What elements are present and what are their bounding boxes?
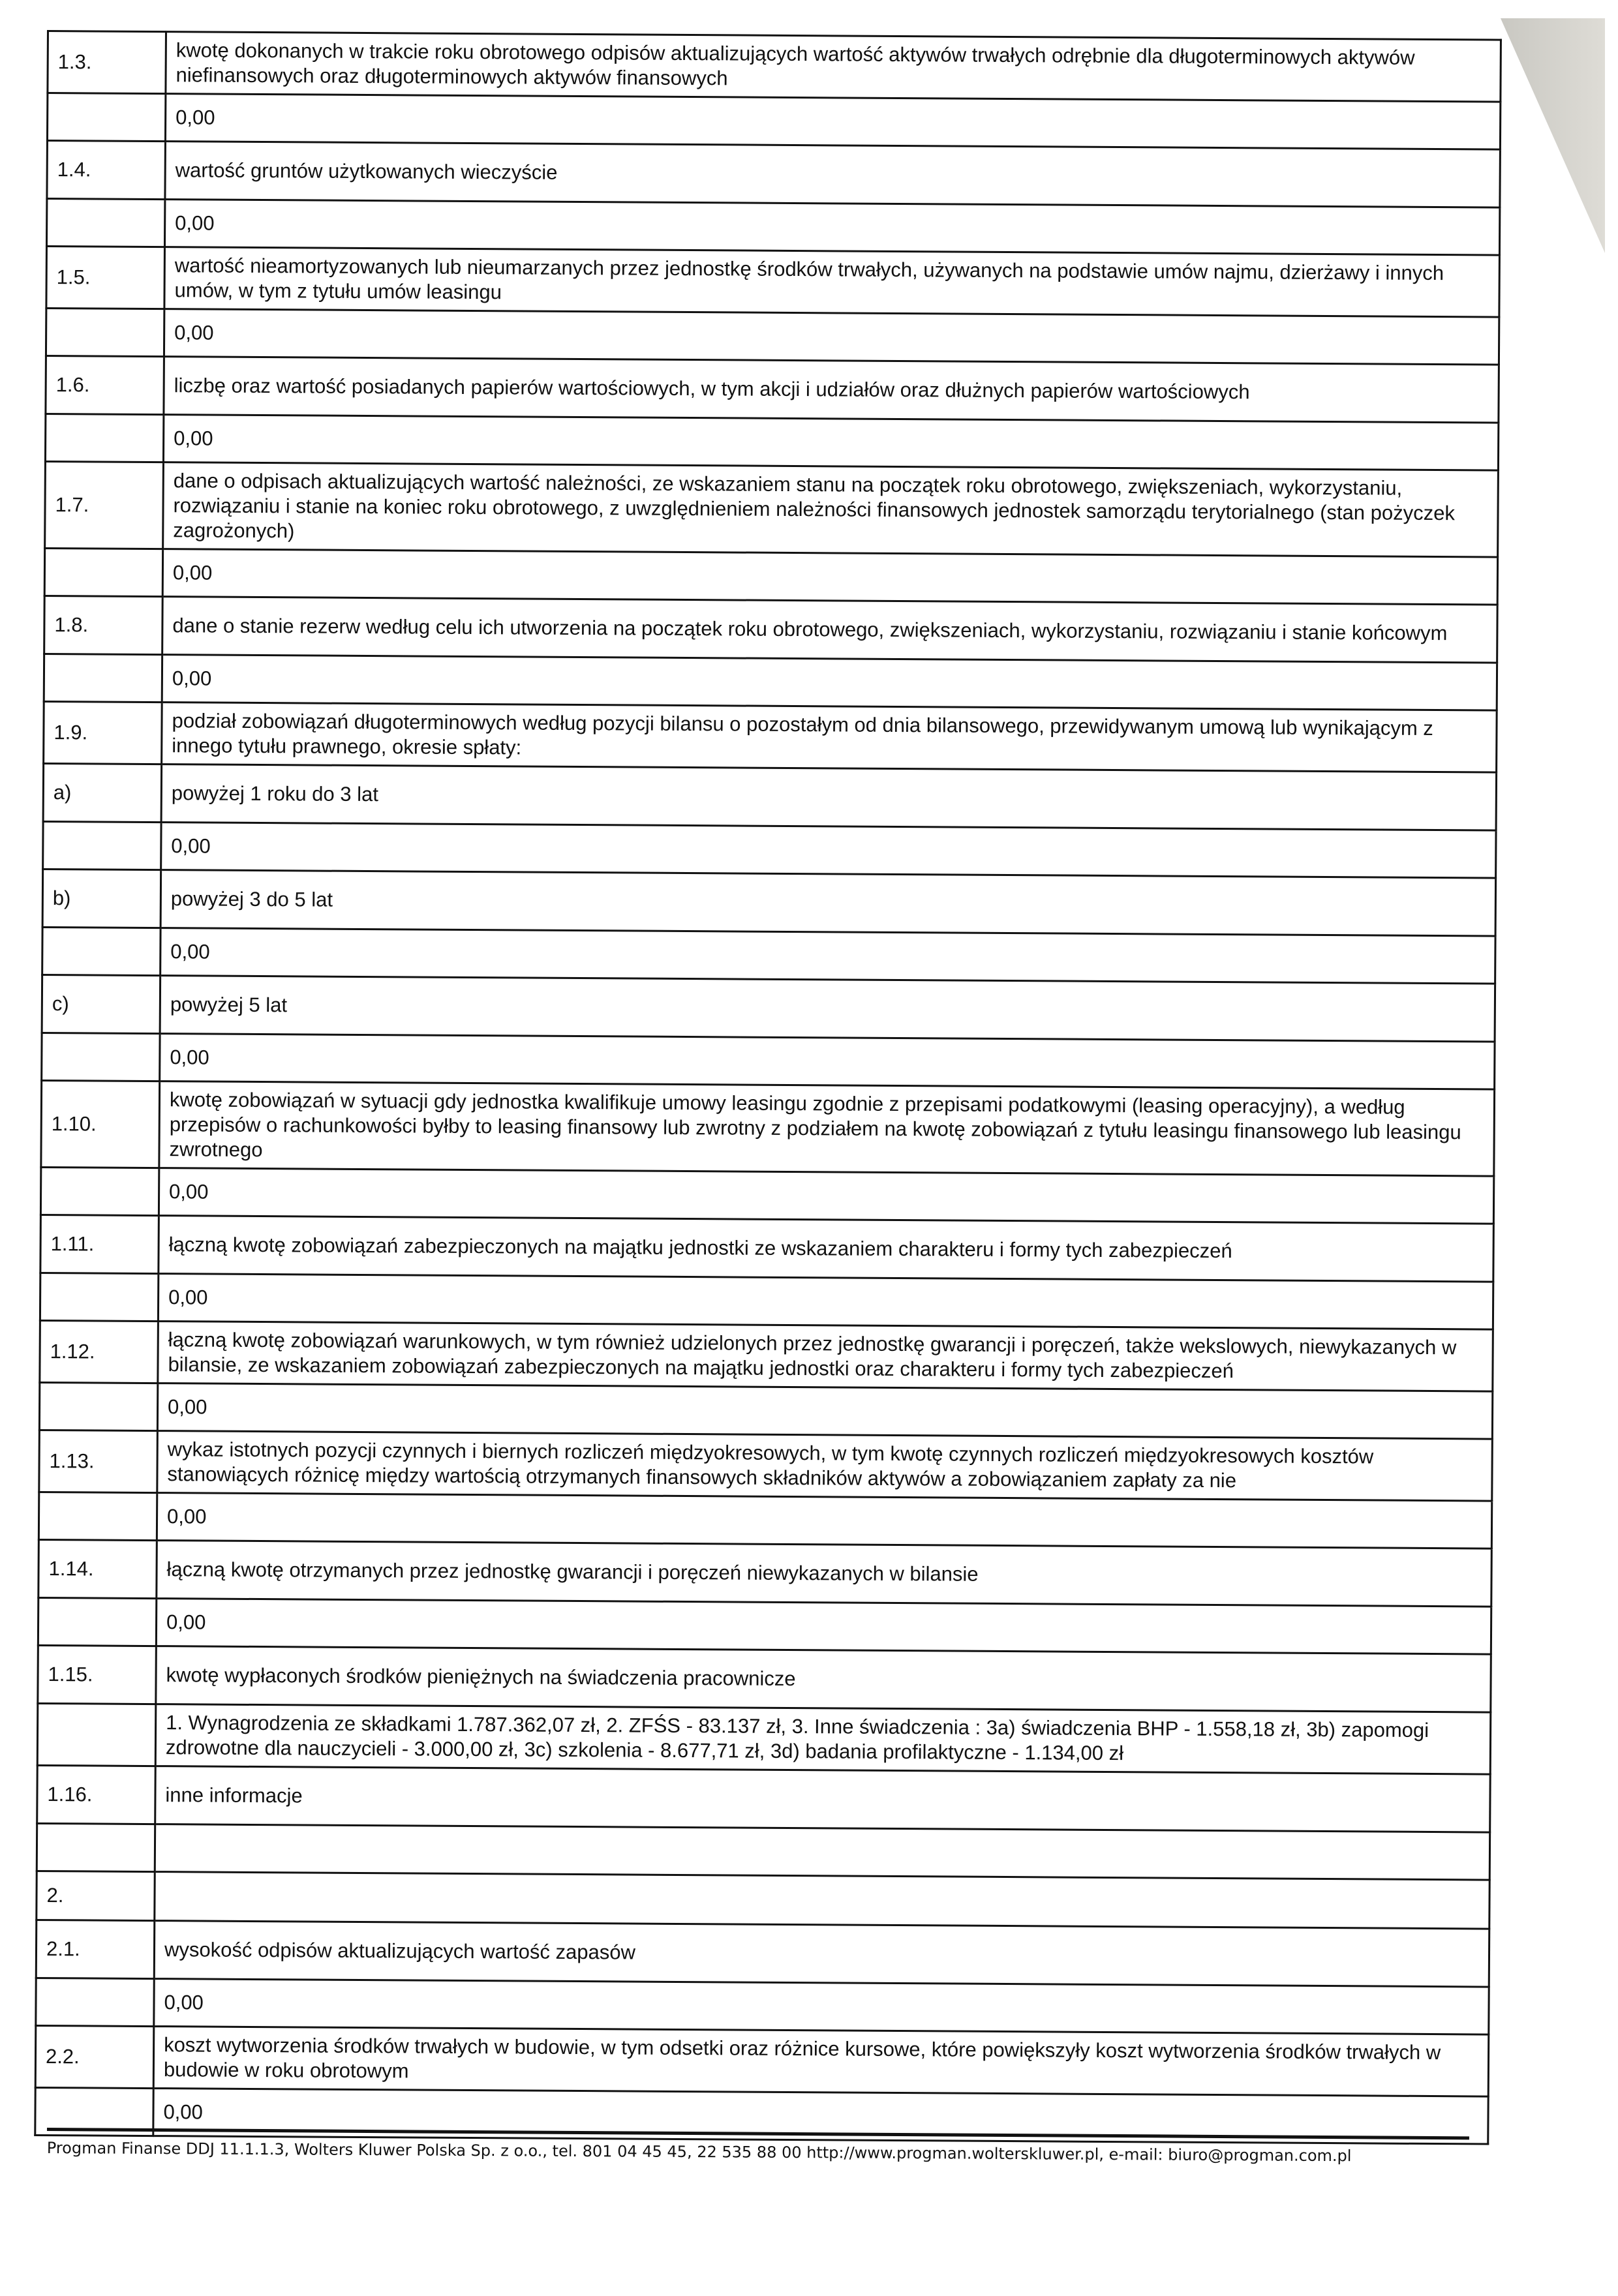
- value-row: [46, 309, 1499, 365]
- empty-cell: [45, 414, 163, 462]
- table-row: [38, 1645, 1491, 1712]
- report-sheet: [34, 30, 1502, 2145]
- item-value: 0,00: [158, 1274, 1493, 1329]
- item-number: 1.15.: [38, 1645, 157, 1704]
- item-value: 1. Wynagrodzenia ze składkami 1.787.362,07 zł, 2. ZFŚS - 83.137 zł, 3. Inne świadczenia : 3a) świadczenia BHP - 1.558,18 zł, 3b) zapomogi zdrowotne dla nauczycieli - 3.000,00 zł, 3c) szkolenia - 8.677,71 zł, 3d) badania profilaktyczne - 1.134,00 zł: [155, 1704, 1491, 1774]
- empty-cell: [42, 1033, 160, 1081]
- item-label: powyżej 5 lat: [160, 976, 1495, 1042]
- table-row: [46, 355, 1499, 423]
- item-value: 0,00: [156, 1599, 1491, 1654]
- value-row: [40, 1273, 1493, 1329]
- empty-cell: [40, 1167, 159, 1215]
- item-label: łączną kwotę zobowiązań zabezpieczonych na majątku jednostki ze wskazaniem charakteru i formy tych zabezpieczeń: [159, 1216, 1494, 1282]
- item-value: 0,00: [161, 823, 1496, 878]
- table-row: [38, 1539, 1492, 1607]
- item-label: podział zobowiązań długoterminowych według pozycji bilansu o pozostałym od dnia bilansowego, przewidywanym umową lub wynikającym z innego tytułu prawnego, okresie spłaty:: [162, 702, 1497, 772]
- item-label: wartość gruntów użytkowanych wieczyście: [165, 142, 1501, 207]
- item-label: [155, 1872, 1489, 1929]
- table-row: [47, 141, 1501, 208]
- item-value: 0,00: [164, 309, 1499, 365]
- value-row: [36, 1978, 1489, 2034]
- value-row: [45, 414, 1498, 470]
- item-number: 1.7.: [45, 461, 164, 549]
- table-row: [42, 974, 1495, 1042]
- item-number: 1.8.: [44, 596, 163, 654]
- item-value: 0,00: [164, 200, 1499, 255]
- table-row: [39, 1430, 1493, 1501]
- item-number: 2.1.: [36, 1920, 155, 1978]
- value-row: [43, 821, 1496, 878]
- item-value: 0,00: [162, 655, 1497, 710]
- item-value: 0,00: [154, 1979, 1489, 2034]
- table-row: [42, 869, 1496, 936]
- empty-cell: [44, 654, 162, 702]
- empty-cell: [36, 1978, 154, 2026]
- empty-cell: [46, 309, 164, 357]
- value-row: [40, 1167, 1493, 1224]
- table-row: [41, 1080, 1495, 1176]
- notes-table: [34, 30, 1502, 2145]
- value-row: [44, 654, 1497, 710]
- item-number: 1.12.: [40, 1320, 159, 1383]
- item-number: 1.6.: [46, 355, 164, 414]
- item-number: 1.11.: [40, 1215, 159, 1273]
- item-label: wykaz istotnych pozycji czynnych i biernych rozliczeń międzyokresowych, w tym kwotę czynnych rozliczeń międzyokresowych kosztów stanowiących różnicę między wartością otrzymanych finansowych składników aktywów a zobowiązaniem zapłaty za nie: [157, 1431, 1493, 1501]
- value-row: [42, 927, 1495, 984]
- table-row: [40, 1215, 1494, 1282]
- item-label: łączną kwotę otrzymanych przez jednostkę gwarancji i poręczeń niewykazanych w bilansie: [157, 1541, 1492, 1607]
- item-label: kwotę wypłaconych środków pieniężnych na świadczenia pracownicze: [156, 1646, 1491, 1712]
- item-number: 1.16.: [37, 1765, 156, 1824]
- table-row: [37, 1765, 1491, 1832]
- table-row: [44, 596, 1498, 663]
- item-number: 2.: [37, 1871, 155, 1920]
- item-number: 2.2.: [35, 2025, 154, 2088]
- table-row: [40, 1320, 1493, 1391]
- value-row: [37, 1703, 1491, 1774]
- item-value: 0,00: [162, 549, 1497, 605]
- item-value: 0,00: [159, 1168, 1493, 1224]
- table-row: [43, 763, 1497, 830]
- value-row: [47, 93, 1500, 150]
- item-value: [155, 1824, 1489, 1880]
- item-number: 1.10.: [41, 1080, 160, 1168]
- item-label: dane o odpisach aktualizujących wartość należności, ze wskazaniem stanu na początek roku obrotowego, zwiększeniach, wykorzystaniu, rozwiązaniu i stanie na koniec roku obrotowego, z uwzględnieniem należności finansowych jednostek samorządu terytorialnego (stan pożyczek zagrożonych): [163, 462, 1499, 557]
- item-value: 0,00: [160, 1034, 1495, 1089]
- item-label: łączną kwotę zobowiązań warunkowych, w tym również udzielonych przez jednostkę gwarancji i poręczeń, także wekslowych, niewykazanych w bilansie, ze wskazaniem zobowiązań zabezpieczonych na majątku jednostki oraz charakteru i formy tych zabezpieczeń: [158, 1322, 1493, 1391]
- item-label: koszt wytworzenia środków trwałych w budowie, w tym odsetki oraz różnice kursowe, które powiększyły koszt wytworzenia środków trwałych w budowie w roku obrotowym: [153, 2027, 1489, 2096]
- scanned-page-fold: [1501, 18, 1605, 253]
- item-number: 1.5.: [46, 247, 165, 309]
- value-row: [38, 1492, 1491, 1548]
- empty-cell: [39, 1382, 157, 1430]
- empty-cell: [38, 1492, 157, 1540]
- empty-cell: [42, 927, 160, 975]
- value-row: [38, 1597, 1491, 1654]
- empty-cell: [47, 93, 165, 142]
- item-label: inne informacje: [155, 1766, 1491, 1832]
- item-number: 1.13.: [39, 1430, 158, 1492]
- table-row: [37, 1871, 1489, 1929]
- table-row: [48, 31, 1501, 102]
- empty-cell: [37, 1703, 156, 1766]
- item-number: 1.3.: [48, 31, 166, 94]
- empty-cell: [38, 1597, 156, 1646]
- table-row: [36, 1920, 1489, 1987]
- table-row: [46, 247, 1500, 318]
- item-value: 0,00: [157, 1383, 1492, 1439]
- empty-cell: [37, 1823, 155, 1871]
- table-row: [35, 2025, 1489, 2096]
- empty-cell: [43, 821, 161, 869]
- empty-cell: [40, 1273, 158, 1321]
- item-number: 1.14.: [38, 1539, 157, 1598]
- empty-cell: [46, 199, 164, 247]
- value-row: [44, 548, 1497, 605]
- item-value: 0,00: [153, 2089, 1488, 2144]
- item-label: kwotę zobowiązań w sytuacji gdy jednostka kwalifikuje umowy leasingu zgodnie z przepisami podatkowymi (leasing operacyjny), a według przepisów o rachunkowości byłby to leasing finansowy lub zwrotny z podziałem na kwotę zobowiązań z tytułu leasingu finansowego lub leasingu zwrotnego: [159, 1081, 1495, 1176]
- item-number: c): [42, 974, 160, 1033]
- item-label: powyżej 1 roku do 3 lat: [161, 764, 1497, 830]
- item-value: 0,00: [163, 415, 1498, 470]
- value-row: [39, 1382, 1492, 1439]
- item-number: a): [43, 763, 162, 822]
- item-label: wartość nieamortyzowanych lub nieumarzanych przez jednostkę środków trwałych, używanych na podstawie umów najmu, dzierżawy i innych umów, w tym z tytułu umów leasingu: [164, 247, 1500, 317]
- item-label: wysokość odpisów aktualizujących wartość zapasów: [154, 1921, 1489, 1987]
- footer-text: Progman Finanse DDJ 11.1.1.3, Wolters Kluwer Polska Sp. z o.o., tel. 801 04 45 45, 22 535 88 00 http://www.progman.wolterskluwer.pl, e-mail: biuro@progman.com.pl: [46, 2138, 1352, 2166]
- item-label: kwotę dokonanych w trakcie roku obrotowego odpisów aktualizujących wartość aktywów trwałych odrębnie dla długoterminowych aktywów niefinansowych oraz długoterminowych aktywów finansowych: [166, 32, 1501, 102]
- item-value: 0,00: [157, 1493, 1491, 1548]
- item-number: b): [42, 869, 161, 928]
- item-number: 1.9.: [44, 701, 162, 764]
- table-row: [44, 701, 1497, 772]
- value-row: [37, 1823, 1489, 1880]
- item-label: liczbę oraz wartość posiadanych papierów wartościowych, w tym akcji i udziałów oraz dłużnych papierów wartościowych: [164, 357, 1499, 423]
- empty-cell: [44, 548, 162, 596]
- item-value: 0,00: [160, 928, 1495, 984]
- item-label: dane o stanie rezerw według celu ich utworzenia na początek roku obrotowego, zwiększeniach, wykorzystaniu, rozwiązaniu i stanie końcowym: [162, 597, 1498, 663]
- item-label: powyżej 3 do 5 lat: [160, 870, 1496, 936]
- value-row: [42, 1033, 1495, 1089]
- item-number: 1.4.: [47, 141, 166, 200]
- table-row: [45, 461, 1499, 557]
- value-row: [46, 199, 1499, 256]
- item-value: 0,00: [165, 94, 1500, 149]
